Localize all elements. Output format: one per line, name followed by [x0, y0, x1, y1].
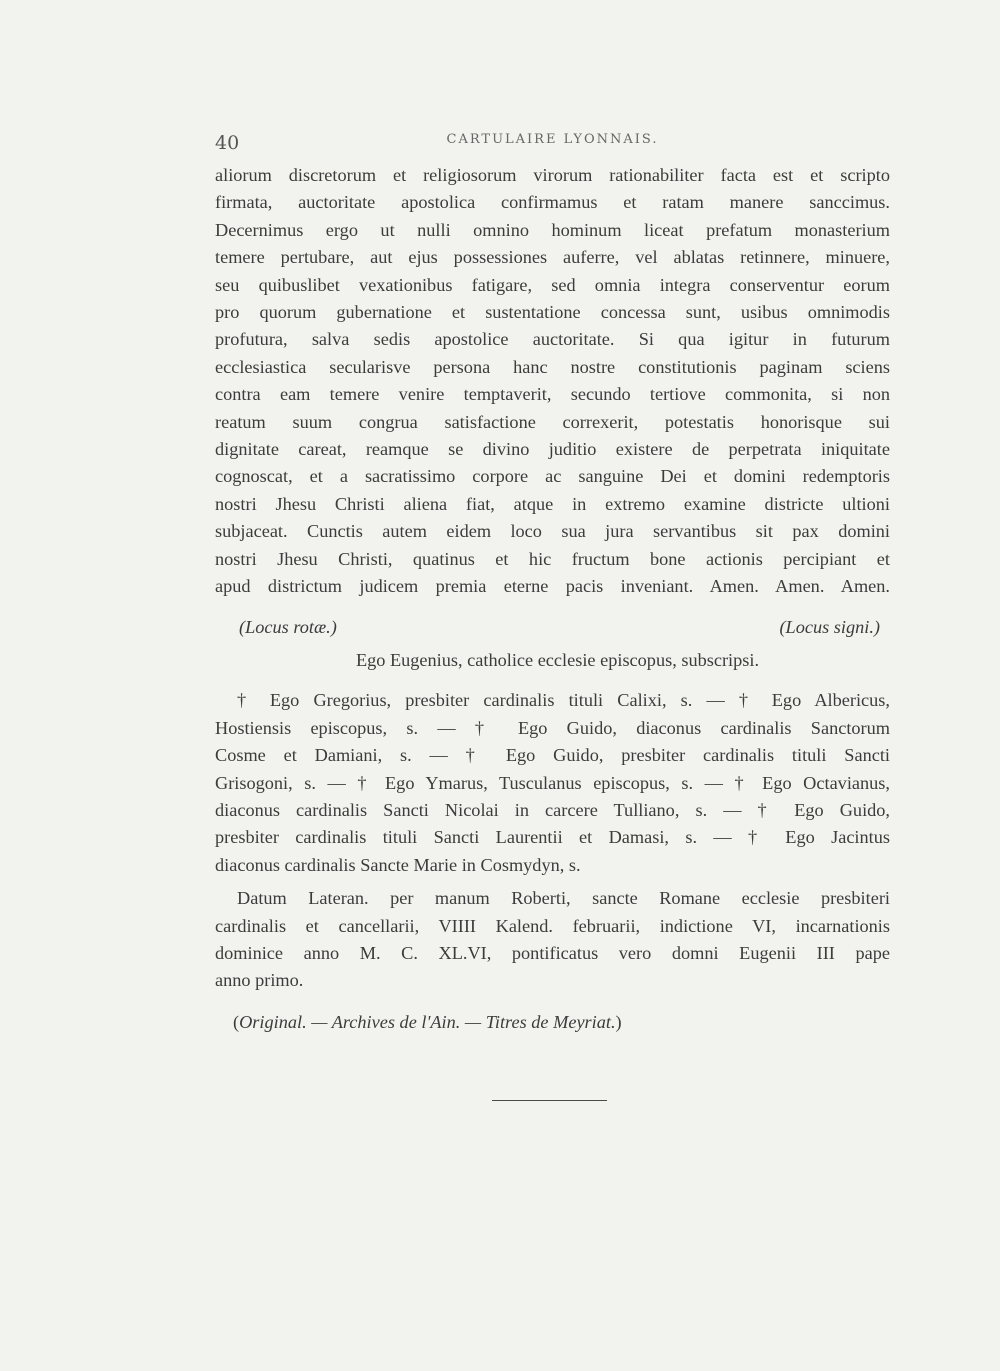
signature-line: Cosme et Damiani, s. — † Ego Guido, presbiter cardinalis tituli Sancti: [215, 745, 890, 766]
text-line: pro quorum gubernatione et sustentatione concessa sunt, usibus omnimodis: [215, 302, 890, 323]
datum-line: Datum Lateran. per manum Roberti, sancte Romane ecclesie presbiteri: [237, 888, 890, 909]
text-line: ecclesiastica secularisve persona hanc nostre constitutionis paginam sciens: [215, 356, 890, 377]
pope-subscription: Ego Eugenius, catholice ecclesie episcopus, subscripsi.: [355, 649, 760, 670]
text-line: contra eam temere venire temptaverit, secundo tertiove commonita, si non: [215, 384, 890, 405]
text-line: Decernimus ergo ut nulli omnino hominum liceat prefatum monasterium: [215, 219, 890, 240]
text-line: temere pertubare, aut ejus possessiones auferre, vel ablatas retinnere, minuere,: [215, 247, 890, 268]
running-title: CARTULAIRE LYONNAIS.: [446, 132, 659, 147]
source-citation: [215, 1009, 890, 1036]
main-paragraph: [215, 162, 890, 601]
signature-line: † Ego Gregorius, presbiter cardinalis tituli Calixi, s. — † Ego Albericus,: [237, 690, 890, 711]
locus-rotae: (Locus rotæ.): [239, 616, 337, 637]
text-line: apud districtum judicem premia eterne pacis inveniant. Amen. Amen. Amen.: [215, 576, 890, 597]
datum-paragraph: [215, 885, 890, 995]
page-number: 40: [215, 132, 240, 154]
text-line: cognoscat, et a sacratissimo corpore ac sanguine Dei et domini redemptoris: [215, 466, 890, 487]
charter-text: [215, 162, 890, 1036]
text-line: nostri Jhesu Christi aliena fiat, atque in extremo examine districte ultioni: [215, 493, 890, 514]
signature-line: Hostiensis episcopus, s. — † Ego Guido, diaconus cardinalis Sanctorum: [215, 717, 890, 738]
page-header: [215, 128, 890, 158]
text-line: dignitate careat, reamque se divino juditio existere de perpetrata iniquitate: [215, 439, 890, 460]
datum-line: dominice anno M. C. XL.VI, pontificatus vero domni Eugenii III pape: [215, 942, 890, 963]
source-text: Original. — Archives de l'Ain. — Titres de Meyriat.: [239, 1011, 616, 1032]
signature-line: diaconus cardinalis Sancti Nicolai in carcere Tulliano, s. — † Ego Guido,: [215, 799, 890, 820]
datum-line: anno primo.: [215, 970, 304, 991]
signature-line: presbiter cardinalis tituli Sancti Laurentii et Damasi, s. — † Ego Jacintus: [215, 827, 890, 848]
text-line: aliorum discretorum et religiosorum virorum rationabiliter facta est et scripto: [215, 165, 890, 185]
text-line: subjaceat. Cunctis autem eidem loco sua jura servantibus sit pax domini: [215, 521, 890, 542]
source-open-paren: (: [233, 1011, 240, 1032]
locus-signi: (Locus signi.): [779, 616, 880, 637]
source-close-paren: ): [615, 1011, 622, 1032]
text-line: nostri Jhesu Christi, quatinus et hic fructum bone actionis percipiant et: [215, 548, 890, 569]
signature-line: diaconus cardinalis Sancte Marie in Cosmydyn, s.: [215, 854, 581, 875]
datum-line: cardinalis et cancellarii, VIIII Kalend. februarii, indictione VI, incarnationis: [215, 915, 890, 936]
text-line: reatum suum congrua satisfactione correxerit, potestatis honorisque sui: [215, 411, 890, 432]
cardinal-signatures: [215, 687, 890, 879]
end-rule: [492, 1100, 607, 1101]
text-line: profutura, salva sedis apostolice auctoritate. Si qua igitur in futurum: [215, 329, 890, 350]
text-line: firmata, auctoritate apostolica confirmamus et ratam manere sanccimus.: [215, 192, 890, 213]
loci-row: [215, 614, 890, 641]
text-line: seu quibuslibet vexationibus fatigare, sed omnia integra conserventur eorum: [215, 274, 890, 295]
signature-line: Grisogoni, s. — † Ego Ymarus, Tusculanus episcopus, s. — † Ego Octavianus,: [215, 772, 890, 793]
